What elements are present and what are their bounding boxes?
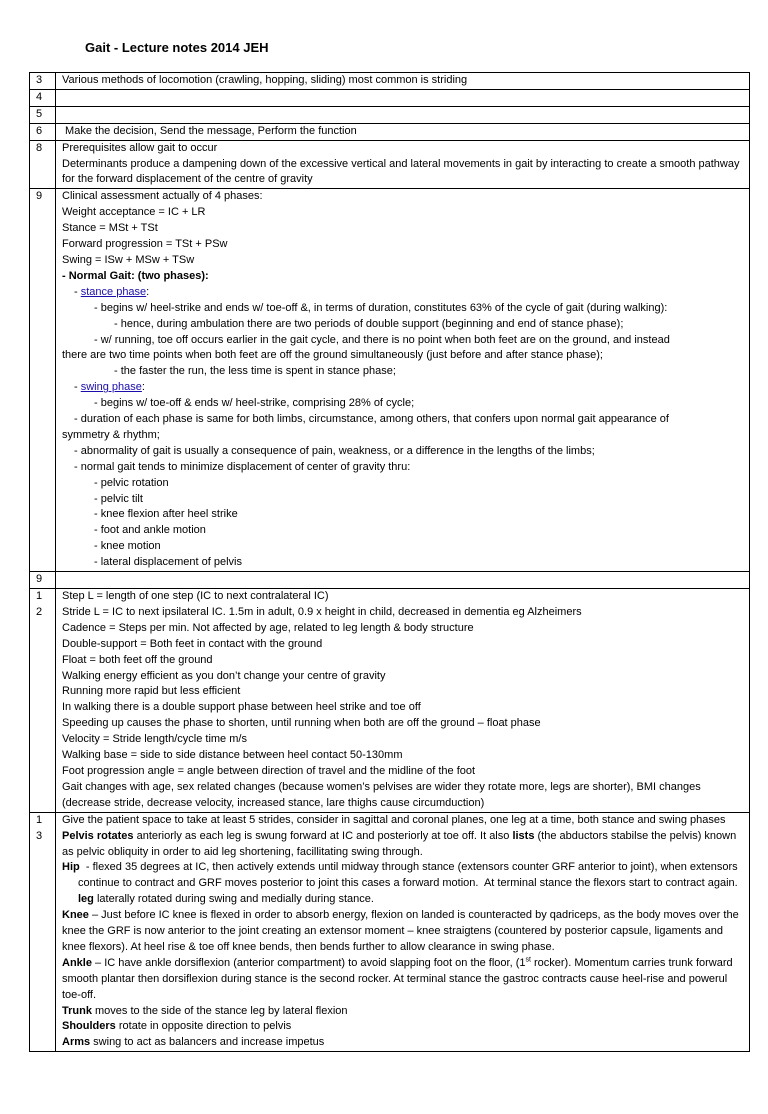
row-content — [56, 572, 750, 589]
table-row — [30, 123, 750, 140]
table-row — [30, 106, 750, 123]
text-line: - begins w/ toe-off & ends w/ heel-strike, comprising 28% of cycle; — [94, 397, 415, 410]
row-number: 1 2 — [30, 589, 56, 813]
list-item: - pelvic rotation — [94, 476, 169, 489]
row-number: 9 — [30, 189, 56, 572]
list-item: - lateral displacement of pelvis — [94, 556, 242, 569]
row-number: 5 — [30, 106, 56, 123]
row-content — [56, 89, 750, 106]
hip-paragraph: Hip - flexed 35 degrees at IC, then actively extends until midway through stance (extensors counter GRF anterior to joint), when extensors continue to contract and GRF moves posterior to joint this cases a forward motion. At terminal stance the flexors start to contract again. leg laterally rotated during swing and medially during stance. — [62, 861, 744, 906]
shoulders-line: Shoulders rotate in opposite direction to pelvis — [62, 1020, 292, 1033]
table-row — [30, 589, 750, 813]
text-line: - abnormality of gait is usually a consequence of pain, weakness, or a difference in the lengths of the limbs; — [74, 444, 595, 457]
text-line: Swing = ISw + MSw + TSw — [62, 253, 195, 266]
row-number: 6 — [30, 123, 56, 140]
table-row — [30, 812, 750, 1052]
text-line: - hence, during ambulation there are two periods of double support (beginning and end of stance phase); — [114, 317, 624, 330]
text-line: Give the patient space to take at least 5 strides, consider in sagittal and coronal planes, one leg at a time, both stance and swing phases — [62, 813, 726, 826]
text-line: - normal gait tends to minimize displacement of center of gravity thru: — [74, 460, 411, 473]
text-line: Stance = MSt + TSt — [62, 222, 158, 235]
list-item: - foot and ankle motion — [94, 524, 206, 537]
row-number: 3 — [30, 73, 56, 90]
text-line: Cadence = Steps per min. Not affected by age, related to leg length & body structure — [62, 621, 474, 634]
list-item: - knee motion — [94, 540, 161, 553]
text-line: Walking energy efficient as you don’t change your centre of gravity — [62, 669, 386, 682]
text-line: Running more rapid but less efficient — [62, 685, 241, 698]
row-content — [56, 140, 750, 189]
text-line: In walking there is a double support phase between heel strike and toe off — [62, 701, 421, 714]
ankle-paragraph: Ankle – IC have ankle dorsiflexion (anterior compartment) to avoid slapping foot on the floor, (1st rocker). Momentum carries trunk forward smooth plantar then dorsiflexion during stance is the second rocker. At terminal stance the gastroc contracts cause heel-rise and powerul toe-off. — [62, 956, 733, 1001]
row-number: 8 — [30, 140, 56, 189]
row-number: 1 3 — [30, 812, 56, 1052]
list-item: - knee flexion after heel strike — [94, 508, 238, 521]
table-row — [30, 140, 750, 189]
row-content — [56, 106, 750, 123]
text-line: Prerequisites allow gait to occur — [62, 141, 218, 154]
text-line: Float = both feet off the ground — [62, 653, 213, 666]
text-line: - w/ running, toe off occurs earlier in the gait cycle, and there is no point when both feet are on the ground, and instead — [94, 333, 670, 346]
knee-paragraph: Knee – Just before IC knee is flexed in order to absorb energy, flexion on landed is counteracted by qadriceps, as the body moves over the knee the GRF is now anterior to the joint creating an extensor moment – knee straigtens (countered by posterior capsule, ligaments and knee flexors). At heel rise & toe off knee bends, then bends further to allow clearance in swing phase. — [62, 909, 739, 953]
row-content: Make the decision, Send the message, Perform the function — [56, 123, 750, 140]
text-line: Gait changes with age, sex related changes (because women’s pelvises are wider they rotate more, legs are shorter), BMI changes (decrease stride, decrease velocity, increased stance, lare thighs cause circumduction) — [62, 780, 701, 809]
text-line: Walking base = side to side distance between heel contact 50-130mm — [62, 749, 403, 762]
text-line: Determinants produce a dampening down of the excessive vertical and lateral movements in gait by interacting to create a smooth pathway for the forward displacement of the centre of gravity — [62, 157, 740, 186]
page-title: Gait - Lecture notes 2014 JEH — [85, 40, 269, 55]
text-line: there are two time points when both feet are off the ground simultaneously (just before and after stance phase); — [62, 349, 603, 362]
row-content — [56, 589, 750, 813]
text-line: Stride L = IC to next ipsilateral IC. 1.5m in adult, 0.9 x height in child, decreased in dementia eg Alzheimers — [62, 605, 582, 618]
arms-line: Arms swing to act as balancers and increase impetus — [62, 1036, 325, 1049]
text-line: - the faster the run, the less time is spent in stance phase; — [114, 365, 396, 378]
text-line: Weight acceptance = IC + LR — [62, 206, 206, 219]
row-content — [56, 189, 750, 572]
stance-phase-link[interactable]: stance phase — [80, 285, 147, 298]
text-line: - duration of each phase is same for both limbs, circumstance, among others, that confers upon normal gait appearance of — [74, 413, 669, 426]
text-line: - swing phase: — [74, 381, 145, 394]
table-row — [30, 572, 750, 589]
trunk-line: Trunk moves to the side of the stance leg by lateral flexion — [62, 1004, 348, 1017]
section-heading: - Normal Gait: (two phases): — [62, 269, 209, 282]
row-content: Various methods of locomotion (crawling, hopping, sliding) most common is striding — [56, 73, 750, 90]
swing-phase-link[interactable]: swing phase — [80, 381, 142, 394]
pelvis-paragraph: Pelvis rotates anteriorly as each leg is swung forward at IC and posteriorly at toe off. It also lists (the abductors stabilse the pelvis) known as pelvic obliquity in order to aid leg shortening, facillitating swing through. — [62, 829, 737, 858]
text-line: Step L = length of one step (IC to next contralateral IC) — [62, 590, 329, 602]
text-line: Double-support = Both feet in contact with the ground — [62, 637, 323, 650]
text-line: - begins w/ heel-strike and ends w/ toe-off &, in terms of duration, constitutes 63% of the cycle of gait (during walking): — [94, 301, 668, 314]
table-row — [30, 89, 750, 106]
text-line: Forward progression = TSt + PSw — [62, 238, 228, 251]
text-line: Speeding up causes the phase to shorten, until running when both are off the ground – float phase — [62, 717, 541, 730]
text-line: - stance phase: — [74, 285, 150, 298]
text-line: Clinical assessment actually of 4 phases: — [62, 190, 263, 203]
text-line: Foot progression angle = angle between direction of travel and the midline of the foot — [62, 764, 476, 777]
list-item: - pelvic tilt — [94, 492, 143, 505]
notes-table — [29, 72, 750, 1052]
table-row — [30, 73, 750, 90]
table-row — [30, 189, 750, 572]
row-number: 9 — [30, 572, 56, 589]
text-line: symmetry & rhythm; — [62, 428, 160, 441]
text-line: Velocity = Stride length/cycle time m/s — [62, 733, 247, 746]
row-content — [56, 812, 750, 1052]
row-number: 4 — [30, 89, 56, 106]
